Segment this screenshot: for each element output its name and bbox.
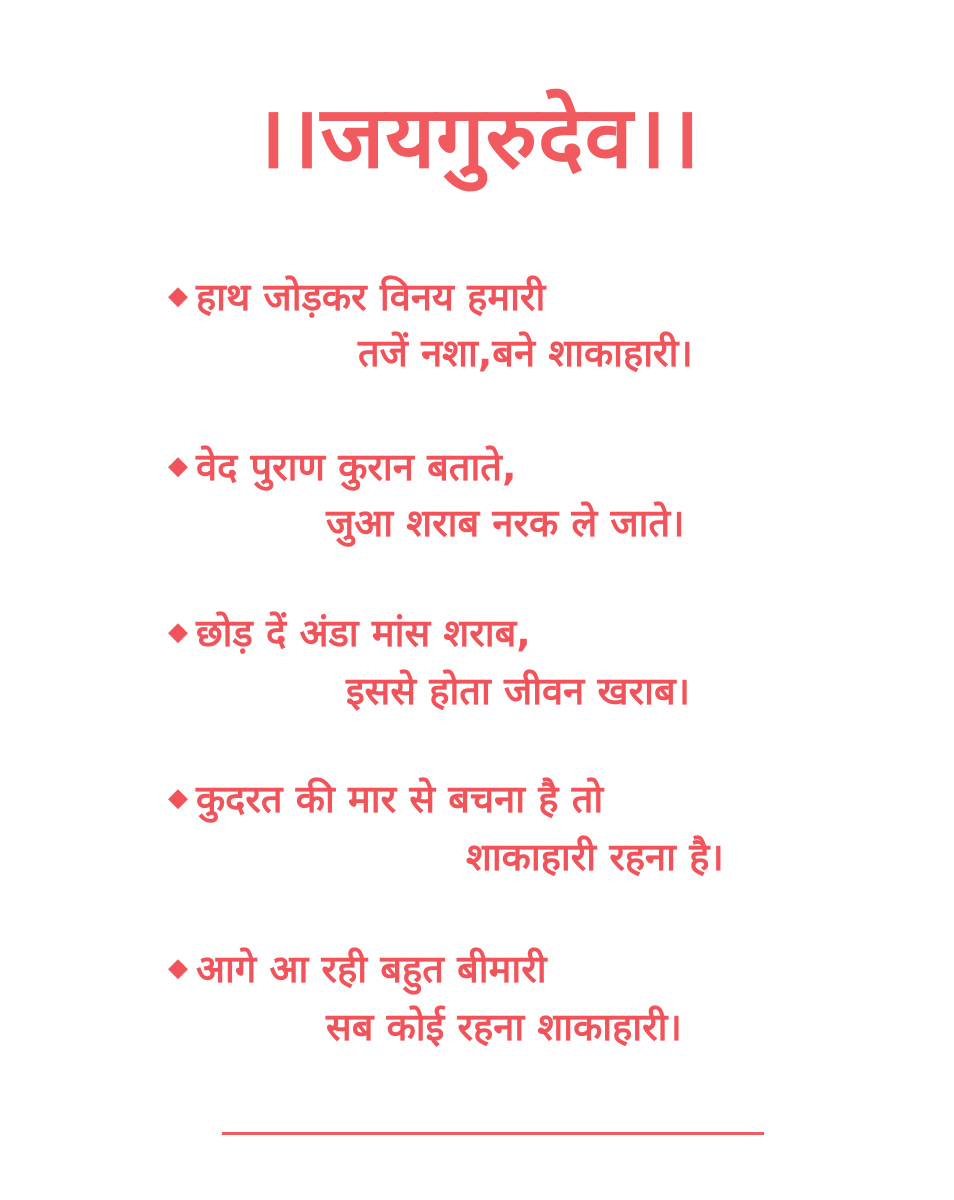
verse-text: छोड़ दें अंडा मांस शराब, — [196, 611, 531, 655]
verse-line-2 — [326, 496, 685, 550]
verse-line-2 — [346, 664, 690, 718]
verse-text: सब कोई रहना शाकाहारी। — [326, 1005, 682, 1049]
bottom-divider — [222, 1132, 764, 1135]
diamond-bullet-icon: ◆ — [168, 616, 188, 647]
diamond-bullet-icon: ◆ — [168, 782, 188, 813]
verse-text: तजें नशा,बने शाकाहारी। — [358, 331, 693, 375]
verse-text: शाकाहारी रहना है। — [466, 835, 724, 879]
verse-line-2 — [326, 1000, 682, 1054]
verse-line-1 — [168, 440, 516, 497]
diamond-bullet-icon: ◆ — [168, 280, 188, 311]
verse-text: इससे होता जीवन खराब। — [346, 669, 691, 713]
verse-text: कुदरत की मार से बचना है तो — [196, 777, 604, 821]
verse-line-1 — [168, 270, 545, 327]
verse-text: वेद पुराण कुरान बताते, — [196, 445, 517, 489]
verse-text: हाथ जोड़कर विनय हमारी — [196, 275, 546, 319]
verse-line-1 — [168, 772, 603, 829]
verse-text: जुआ शराब नरक ले जाते। — [326, 501, 685, 545]
verse-line-2 — [466, 830, 724, 884]
verse-text: आगे आ रही बहुत बीमारी — [196, 947, 547, 991]
verse-line-1 — [168, 942, 547, 999]
page-title: ।।जयगुरुदेव।। — [253, 88, 701, 188]
verse-line-1 — [168, 606, 531, 663]
verse-line-2 — [358, 326, 693, 380]
diamond-bullet-icon: ◆ — [168, 450, 188, 481]
diamond-bullet-icon: ◆ — [168, 952, 188, 983]
